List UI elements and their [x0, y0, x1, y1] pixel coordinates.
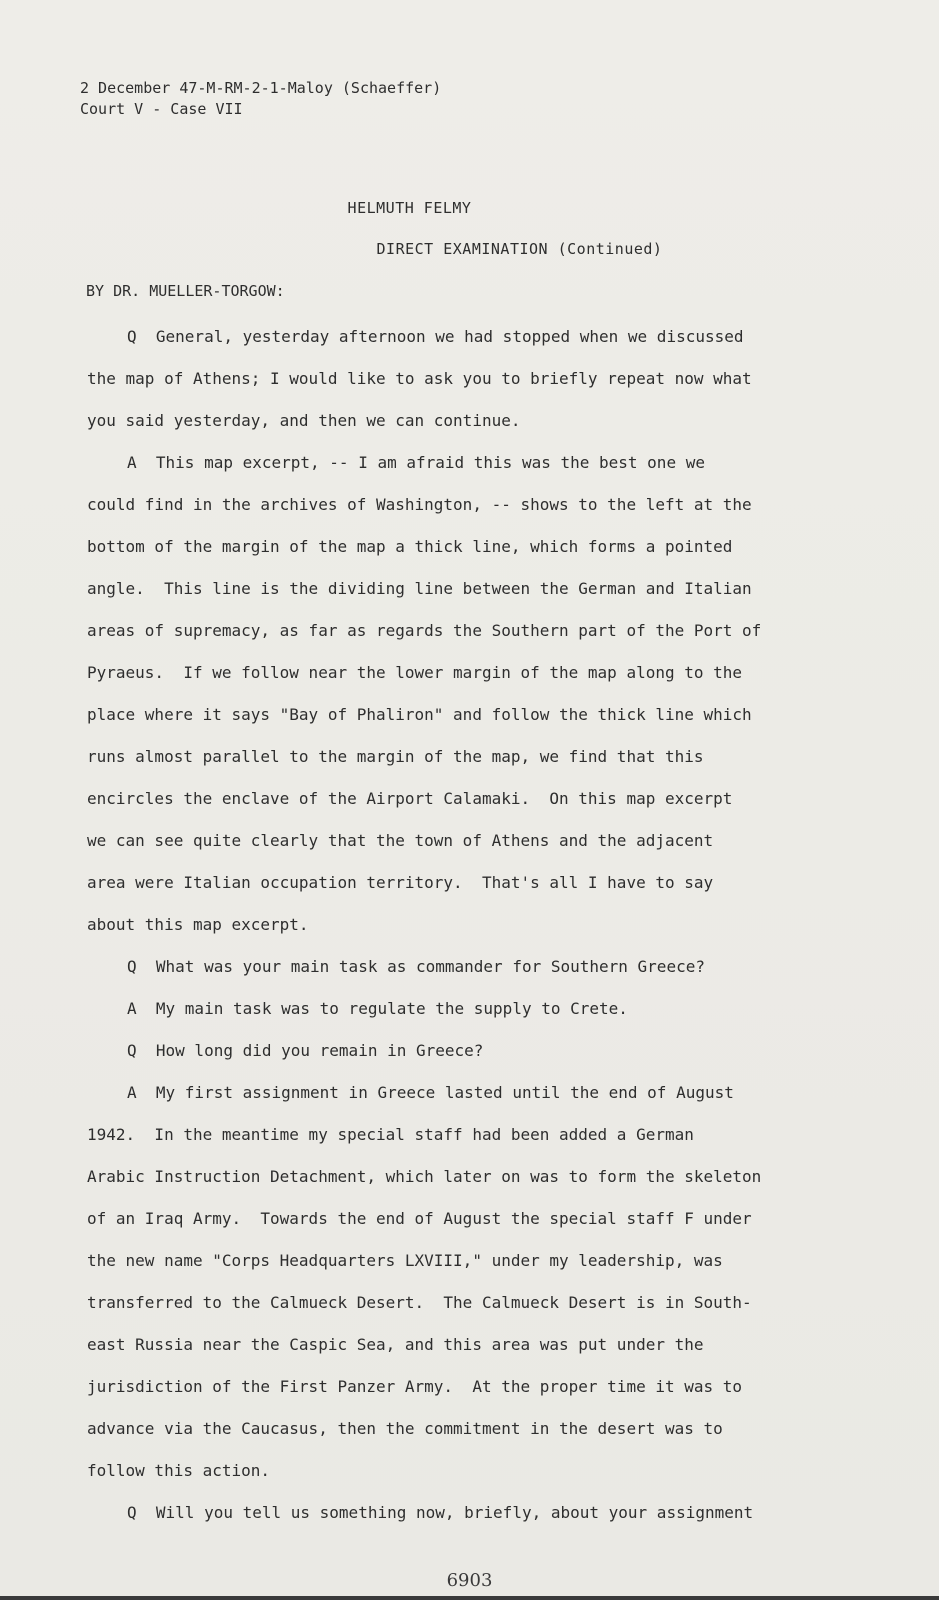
transcript-line: A My main task was to regulate the supply to Crete.	[127, 999, 628, 1018]
transcript-line: east Russia near the Caspic Sea, and this area was put under the	[87, 1335, 704, 1354]
transcript-line: of an Iraq Army. Towards the end of August the special staff F under	[87, 1209, 752, 1228]
transcript-line: follow this action.	[87, 1461, 271, 1480]
transcript-line: about this map excerpt.	[87, 915, 309, 934]
transcript-line: areas of supremacy, as far as regards the Southern part of the Port of	[87, 621, 762, 640]
transcript-line: we can see quite clearly that the town of Athens and the adjacent	[87, 831, 714, 850]
transcript-line: Q What was your main task as commander for Southern Greece?	[127, 957, 705, 976]
transcript-paragraph	[87, 442, 877, 946]
transcript-paragraph	[87, 316, 877, 442]
transcript-line: angle. This line is the dividing line between the German and Italian	[87, 579, 752, 598]
transcript-line: the new name "Corps Headquarters LXVIII," under my leadership, was	[87, 1251, 723, 1270]
examiner-line: BY DR. MUELLER-TORGOW:	[86, 282, 285, 300]
transcript-line: you said yesterday, and then we can continue.	[87, 411, 521, 430]
header-date-line: 2 December 47-M-RM-2-1-Maloy (Schaeffer)	[80, 79, 442, 97]
transcript-paragraph	[87, 1072, 877, 1492]
transcript-line: Q General, yesterday afternoon we had stopped when we discussed	[127, 327, 744, 346]
transcript-line: jurisdiction of the First Panzer Army. At the proper time it was to	[87, 1377, 743, 1396]
transcript-paragraph	[87, 946, 877, 988]
transcript-line: bottom of the margin of the map a thick line, which forms a pointed	[87, 537, 733, 556]
transcript-line: the map of Athens; I would like to ask you to briefly repeat now what	[87, 369, 752, 388]
transcript-line: Q How long did you remain in Greece?	[127, 1041, 484, 1060]
transcript-paragraph	[87, 1492, 877, 1534]
transcript-line: A My first assignment in Greece lasted until the end of August	[127, 1083, 734, 1102]
examination-title: DIRECT EXAMINATION (Continued)	[376, 240, 663, 258]
transcript-line: could find in the archives of Washington, -- shows to the left at the	[87, 495, 752, 514]
transcript-line: runs almost parallel to the margin of the map, we find that this	[87, 747, 704, 766]
transcript-line: encircles the enclave of the Airport Calamaki. On this map excerpt	[87, 789, 733, 808]
page-number: 6903	[446, 1570, 493, 1591]
document-header	[80, 78, 441, 120]
transcript-line: Pyraeus. If we follow near the lower margin of the map along to the	[87, 663, 743, 682]
transcript-paragraph	[87, 1030, 877, 1072]
transcript-line: Arabic Instruction Detachment, which later on was to form the skeleton	[87, 1167, 762, 1186]
transcript-line: advance via the Caucasus, then the commitment in the desert was to	[87, 1419, 723, 1438]
transcript-body	[87, 316, 877, 1534]
header-court-line: Court V - Case VII	[80, 100, 243, 118]
transcript-line: Q Will you tell us something now, briefly, about your assignment	[127, 1503, 754, 1522]
transcript-line: 1942. In the meantime my special staff had been added a German	[87, 1125, 694, 1144]
witness-name: HELMUTH FELMY	[347, 199, 472, 217]
transcript-line: transferred to the Calmueck Desert. The Calmueck Desert is in South-	[87, 1293, 752, 1312]
transcript-line: place where it says "Bay of Phaliron" and follow the thick line which	[87, 705, 752, 724]
scan-bottom-edge	[0, 1596, 939, 1600]
transcript-paragraph	[87, 988, 877, 1030]
transcript-line: A This map excerpt, -- I am afraid this was the best one we	[127, 453, 705, 472]
transcript-line: area were Italian occupation territory. That's all I have to say	[87, 873, 714, 892]
